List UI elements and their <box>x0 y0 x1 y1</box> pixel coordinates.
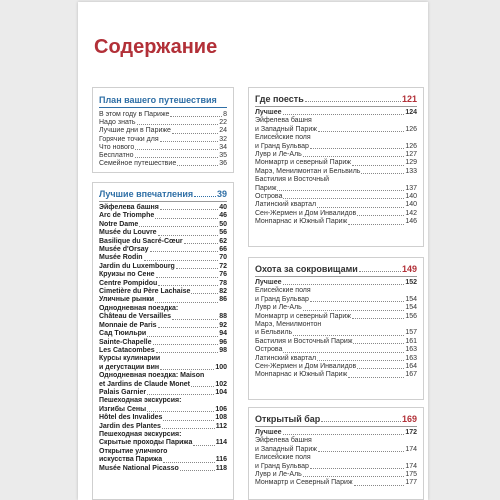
entry-title: Эйфелева башня <box>99 204 159 211</box>
entry-title: Лучшие дни в Париже <box>99 127 171 135</box>
toc-entry <box>255 454 417 462</box>
entry-page: 96 <box>219 338 227 346</box>
toc-entry <box>99 339 227 347</box>
entry-page: 142 <box>405 209 417 217</box>
entry-title: Уличные рынки <box>99 296 155 304</box>
toc-entry <box>255 287 417 295</box>
toc-entry <box>255 437 417 445</box>
entry-page: 76 <box>219 271 227 279</box>
dot-leader <box>170 116 222 117</box>
entry-page: 100 <box>215 363 227 371</box>
dot-leader <box>158 285 218 286</box>
entry-title: Jardin du Luxembourg <box>99 262 175 270</box>
toc-entry <box>99 322 227 330</box>
entry-page: 154 <box>405 304 417 312</box>
toc-entry <box>99 456 227 464</box>
entry-title: искусства Парижа <box>99 456 163 464</box>
entry-title: Что нового <box>99 143 135 151</box>
entry-page: 129 <box>405 159 417 167</box>
entry-title: Монпарнас и Южный Париж <box>255 371 348 379</box>
entry-page: 56 <box>219 229 227 237</box>
entry-page: 104 <box>215 388 227 396</box>
toc-entry <box>99 347 227 355</box>
toc-entry <box>99 119 227 127</box>
toc-entry <box>255 304 417 312</box>
toc-entry <box>99 136 227 144</box>
entry-title: Однодневная поездка: <box>99 304 179 312</box>
entry-title: Монмартр и Северный Париж <box>255 479 353 487</box>
toc-entry <box>255 338 417 346</box>
entry-title: Елисейские поля <box>255 134 311 142</box>
toc-entry <box>99 389 227 397</box>
toc-entry <box>255 168 417 176</box>
entry-title: Sainte-Chapelle <box>99 338 152 346</box>
entry-page: 62 <box>219 237 227 245</box>
entry-title: Изгибы Сены <box>99 405 147 413</box>
dot-leader <box>155 302 218 303</box>
toc-entry <box>99 431 227 439</box>
toc-entry <box>99 127 227 135</box>
toc-entry <box>99 355 227 363</box>
entry-title: Сад Тюильри <box>99 330 147 338</box>
entry-page: 127 <box>405 151 417 159</box>
toc-entry <box>99 221 227 229</box>
toc-entry <box>255 446 417 454</box>
book-page <box>78 2 428 500</box>
dot-leader <box>318 131 404 132</box>
toc-entry <box>255 479 417 487</box>
entry-title: Надо знать <box>99 119 136 127</box>
toc-entry <box>255 134 417 142</box>
dot-leader <box>180 470 215 471</box>
entry-title: Елисейские поля <box>255 287 311 295</box>
dot-leader <box>283 114 405 115</box>
dot-leader <box>318 451 404 452</box>
dot-leader <box>156 277 219 278</box>
toc-entry <box>99 448 227 456</box>
dot-leader <box>191 293 218 294</box>
toc-entry <box>99 212 227 220</box>
dot-leader <box>158 327 219 328</box>
entry-title: и Западный Париж <box>255 445 317 453</box>
entry-title: и Западный Париж <box>255 125 317 133</box>
entry-page: 98 <box>219 346 227 354</box>
dot-leader <box>147 336 218 337</box>
toc-entry <box>99 144 227 152</box>
entry-page: 24 <box>219 127 227 135</box>
entry-title: Arc de Triomphe <box>99 212 155 220</box>
treasure-heading: Охота за сокровищами 149 <box>255 263 417 277</box>
toc-entry <box>99 263 227 271</box>
entry-page: 102 <box>215 380 227 388</box>
plan-list <box>99 111 227 168</box>
entry-title: Hôtel des Invalides <box>99 414 163 422</box>
entry-page: 114 <box>215 439 227 447</box>
entry-page: 163 <box>405 354 417 362</box>
plan-heading: План вашего путешествия <box>99 94 227 108</box>
entry-title: Елисейские поля <box>255 454 311 462</box>
entry-page: 34 <box>219 143 227 151</box>
dot-leader <box>283 352 404 353</box>
entry-page: 112 <box>215 422 227 430</box>
toc-entry <box>99 439 227 447</box>
dot-leader <box>184 243 219 244</box>
toc-entry <box>99 305 227 313</box>
entry-title: Семейное путешествие <box>99 160 177 168</box>
entry-title: Musée Rodin <box>99 254 143 262</box>
entry-title: Les Catacombes <box>99 346 155 354</box>
entry-page: 86 <box>219 296 227 304</box>
entry-page: 167 <box>405 371 417 379</box>
dot-leader <box>162 428 215 429</box>
dot-leader <box>303 476 405 477</box>
entry-page: 161 <box>405 337 417 345</box>
entry-title: Латинский квартал <box>255 201 317 209</box>
dot-leader <box>348 224 404 225</box>
entry-page: 94 <box>219 330 227 338</box>
entry-page: 177 <box>405 479 417 487</box>
toc-entry <box>99 246 227 254</box>
toc-entry <box>99 152 227 160</box>
dot-leader <box>177 165 218 166</box>
entry-page: 154 <box>405 295 417 303</box>
entry-title: Острова <box>255 193 283 201</box>
entry-title: Château de Versailles <box>99 313 171 321</box>
toc-entry <box>99 406 227 414</box>
entry-page: 78 <box>219 279 227 287</box>
entry-page: 70 <box>219 254 227 262</box>
entry-title: Cimetière du Père Lachaise <box>99 288 191 296</box>
entry-title: Бастилия и Восточный Париж <box>255 337 353 345</box>
entry-page: 22 <box>219 119 227 127</box>
dot-leader <box>357 215 404 216</box>
entry-page: 146 <box>405 218 417 226</box>
dot-leader <box>172 133 218 134</box>
dot-leader <box>352 318 404 319</box>
dot-leader <box>348 377 404 378</box>
entry-title: Однодневная поездка: Maison <box>99 372 205 380</box>
entry-title: и Гранд Бульвар <box>255 462 309 470</box>
entry-page: 108 <box>215 414 227 422</box>
dot-leader <box>310 468 404 469</box>
dot-leader <box>310 148 404 149</box>
entry-title: и Гранд Бульвар <box>255 295 309 303</box>
entry-title: и Гранд Бульвар <box>255 142 309 150</box>
toc-entry <box>99 423 227 431</box>
entry-title: Горячие точки для <box>99 135 159 143</box>
entry-title: Musée National Picasso <box>99 464 179 472</box>
dot-leader <box>277 190 404 191</box>
dot-leader <box>303 310 405 311</box>
entry-page: 163 <box>405 346 417 354</box>
plan-section <box>92 87 234 173</box>
entry-title: Пешеходная экскурсия: <box>99 430 182 438</box>
toc-entry <box>99 238 227 246</box>
toc-entry <box>99 254 227 262</box>
entry-title: Пешеходная экскурсия: <box>99 397 182 405</box>
entry-title: Лучшее <box>255 279 282 286</box>
toc-entry <box>99 111 227 119</box>
impressions-section <box>92 182 234 500</box>
toc-entry <box>255 321 417 329</box>
dot-leader <box>156 352 219 353</box>
dot-leader <box>352 165 404 166</box>
dot-leader <box>160 369 214 370</box>
entry-page: 126 <box>405 142 417 150</box>
treasure-section <box>248 257 424 400</box>
toc-entry <box>255 329 417 337</box>
entry-page: 124 <box>405 109 417 116</box>
entry-page: 32 <box>219 135 227 143</box>
entry-page: 118 <box>215 464 227 472</box>
entry-page: 164 <box>405 363 417 371</box>
entry-title: Париж <box>255 184 277 192</box>
dot-leader <box>303 156 405 157</box>
entry-title: et Jardins de Claude Monet <box>99 380 191 388</box>
entry-title: Notre Dame <box>99 220 139 228</box>
dot-leader <box>317 360 404 361</box>
entry-title: Эйфелева башня <box>255 437 312 445</box>
dot-leader <box>354 485 405 486</box>
toc-entry <box>255 313 417 321</box>
entry-title: Курсы кулинарии <box>99 355 161 363</box>
heading-leader <box>194 196 216 197</box>
entry-title: Musée d'Orsay <box>99 246 149 254</box>
entry-title: Бесплатно <box>99 152 134 160</box>
entry-title: Лучшее <box>255 429 282 436</box>
entry-page: 106 <box>215 405 227 413</box>
dot-leader <box>163 462 215 463</box>
entry-title: Марэ, Менилмонтан и Бельвиль <box>255 167 361 175</box>
eat-list <box>255 109 417 227</box>
toc-entry <box>255 463 417 471</box>
entry-title: Монпарнас и Южный Париж <box>255 218 348 226</box>
entry-page: 8 <box>223 111 227 118</box>
dot-leader <box>144 260 219 261</box>
toc-entry <box>99 381 227 389</box>
dot-leader <box>158 235 219 236</box>
toc-entry <box>99 372 227 380</box>
entry-page: 46 <box>219 212 227 220</box>
dot-leader <box>147 411 214 412</box>
entry-title: Сен-Жермен и Дом Инвалидов <box>255 209 357 217</box>
toc-entry <box>255 126 417 134</box>
entry-page: 82 <box>219 288 227 296</box>
entry-page: 172 <box>405 429 417 436</box>
entry-page: 140 <box>405 193 417 201</box>
entry-title: Лувр и Ле-Аль <box>255 471 302 479</box>
entry-page: 152 <box>405 279 417 286</box>
bar-section <box>248 407 424 500</box>
dot-leader <box>163 420 214 421</box>
dot-leader <box>310 301 404 302</box>
heading-leader <box>305 101 401 102</box>
heading-leader <box>321 421 401 422</box>
entry-title: Лувр и Ле-Аль <box>255 304 302 312</box>
treasure-list <box>255 279 417 380</box>
toc-entry <box>99 330 227 338</box>
dot-leader <box>353 343 404 344</box>
toc-entry <box>255 296 417 304</box>
dot-leader <box>147 394 214 395</box>
entry-title: и Бельвиль <box>255 329 293 337</box>
dot-leader <box>139 226 218 227</box>
dot-leader <box>135 157 219 158</box>
entry-title: Лувр и Ле-Аль <box>255 151 302 159</box>
page-title: Содержание <box>94 36 218 58</box>
dot-leader <box>293 335 404 336</box>
entry-title: Лучшее <box>255 109 282 116</box>
entry-title: Острова <box>255 346 283 354</box>
entry-title: Открытие уличного <box>99 447 168 455</box>
toc-entry <box>99 204 227 212</box>
toc-entry <box>99 288 227 296</box>
entry-page: 126 <box>405 125 417 133</box>
entry-page: 157 <box>405 329 417 337</box>
toc-entry <box>99 271 227 279</box>
entry-page: 116 <box>215 456 227 464</box>
toc-entry <box>255 371 417 379</box>
toc-entry <box>99 414 227 422</box>
dot-leader <box>283 198 404 199</box>
entry-title: Centre Pompidou <box>99 279 158 287</box>
entry-title: Монмартр и северный Париж <box>255 159 351 167</box>
dot-leader <box>135 149 218 150</box>
dot-leader <box>191 386 214 387</box>
impressions-list <box>99 204 227 473</box>
toc-entry <box>255 159 417 167</box>
entry-page: 50 <box>219 220 227 228</box>
toc-entry <box>255 218 417 226</box>
heading-leader <box>359 271 401 272</box>
entry-page: 72 <box>219 262 227 270</box>
toc-entry <box>99 397 227 405</box>
entry-title: Монмартр и северный Париж <box>255 312 351 320</box>
entry-page: 156 <box>405 312 417 320</box>
entry-page: 35 <box>219 152 227 160</box>
entry-title: Круизы по Сене <box>99 271 155 279</box>
dot-leader <box>357 368 404 369</box>
entry-page: 66 <box>219 246 227 254</box>
entry-title: Сен-Жермен и Дом Инвалидов <box>255 363 357 371</box>
entry-title: Monnaie de Paris <box>99 321 157 329</box>
dot-leader <box>193 445 214 446</box>
dot-leader <box>137 124 219 125</box>
dot-leader <box>361 173 404 174</box>
dot-leader <box>283 284 405 285</box>
entry-title: Palais Garnier <box>99 388 147 396</box>
bar-list <box>255 429 417 488</box>
entry-page: 174 <box>405 462 417 470</box>
eat-section <box>248 87 424 247</box>
dot-leader <box>160 141 219 142</box>
toc-entry <box>99 364 227 372</box>
entry-title: Скрытые проходы Парижа <box>99 439 193 447</box>
entry-page: 133 <box>405 167 417 175</box>
dot-leader <box>172 319 218 320</box>
entry-title: В этом году в Париже <box>99 111 170 118</box>
entry-page: 40 <box>219 204 227 211</box>
eat-heading: Где поесть 121 <box>255 93 417 107</box>
dot-leader <box>317 207 404 208</box>
toc-entry <box>99 160 227 168</box>
entry-page: 92 <box>219 321 227 329</box>
toc-entry <box>255 117 417 125</box>
entry-page: 88 <box>219 313 227 321</box>
entry-page: 137 <box>405 184 417 192</box>
toc-entry <box>255 355 417 363</box>
entry-title: Марэ, Менилмонтон <box>255 321 322 329</box>
entry-title: Эйфелева башня <box>255 117 312 125</box>
entry-page: 175 <box>405 471 417 479</box>
toc-entry <box>99 296 227 304</box>
entry-title: Бастилия и Восточный <box>255 176 330 184</box>
entry-title: Musée du Louvre <box>99 229 157 237</box>
toc-entry <box>99 313 227 321</box>
entry-title: Jardin des Plantes <box>99 422 161 430</box>
dot-leader <box>176 268 218 269</box>
dot-leader <box>153 344 219 345</box>
toc-entry <box>255 185 417 193</box>
dot-leader <box>155 218 218 219</box>
impressions-heading: Лучшие впечатления 39 <box>99 188 227 202</box>
toc-entry <box>255 201 417 209</box>
dot-leader <box>160 209 218 210</box>
toc-entry <box>99 229 227 237</box>
dot-leader <box>283 434 405 435</box>
toc-entry <box>99 280 227 288</box>
entry-title: Латинский квартал <box>255 354 317 362</box>
toc-entry <box>99 465 227 473</box>
dot-leader <box>150 251 219 252</box>
toc-entry <box>255 346 417 354</box>
entry-page: 36 <box>219 160 227 168</box>
toc-entry <box>255 143 417 151</box>
entry-title: и дегустации вин <box>99 363 160 371</box>
entry-page: 174 <box>405 445 417 453</box>
toc-entry <box>255 176 417 184</box>
bar-heading: Открытый бар 169 <box>255 413 417 427</box>
entry-title: Basilique du Sacré-Cœur <box>99 237 183 245</box>
entry-page: 140 <box>405 201 417 209</box>
